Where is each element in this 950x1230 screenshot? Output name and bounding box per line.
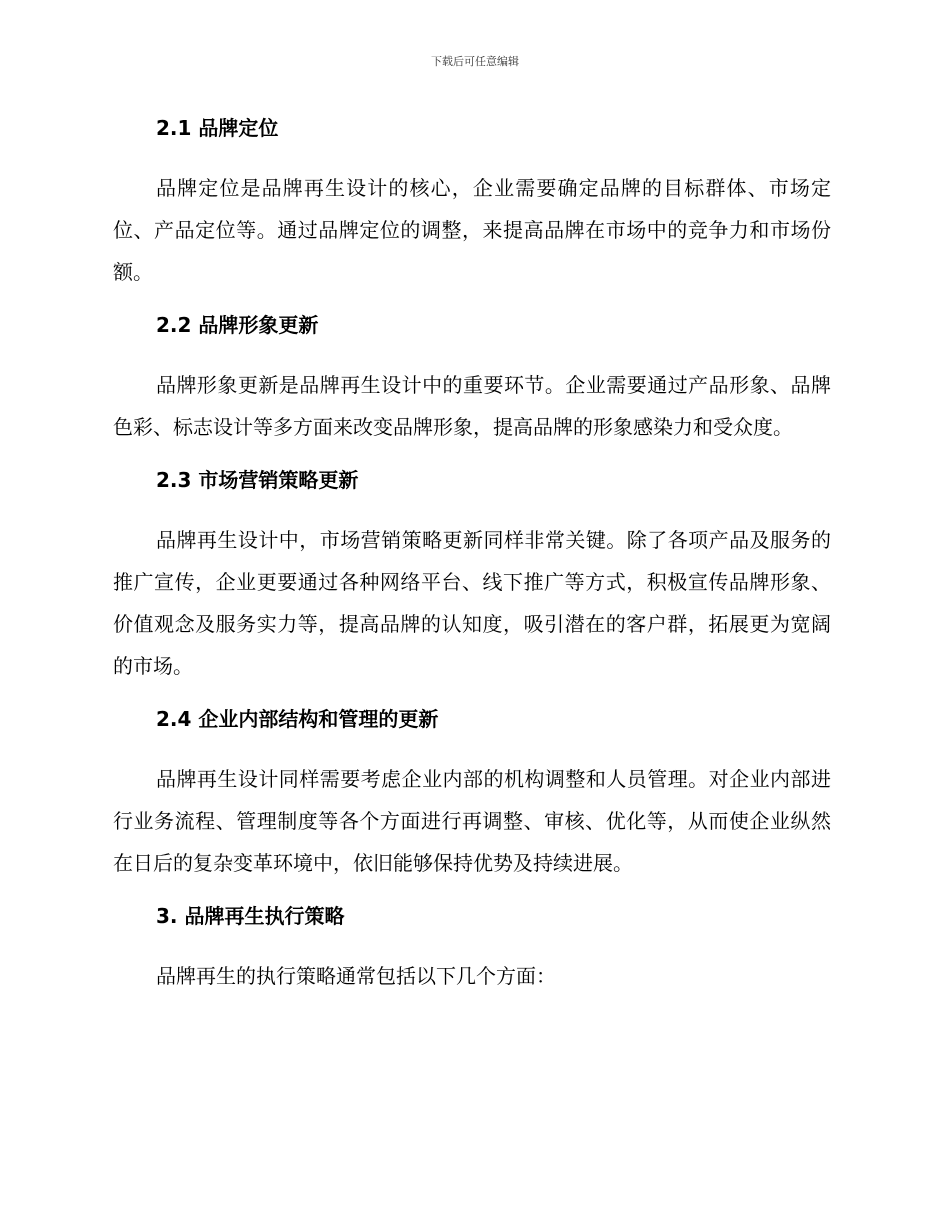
section-heading-2-1: 2.1 品牌定位 (156, 116, 279, 140)
page-header: 下载后可任意编辑 (431, 55, 519, 68)
section-heading-2-4: 2.4 企业内部结构和管理的更新 (156, 707, 439, 731)
section-paragraph-2-4: 品牌再生设计同样需要考虑企业内部的机构调整和人员管理。对企业内部进行业务流程、管理制度等各个方面进行再调整、审核、优化等，从而使企业纵然在日后的复杂变革环境中，依旧能够保持优势及持续进展。 (113, 767, 831, 875)
section-paragraph-2-2: 品牌形象更新是品牌再生设计中的重要环节。企业需要通过产品形象、品牌色彩、标志设计等多方面来改变品牌形象，提高品牌的形象感染力和受众度。 (113, 373, 831, 439)
section-paragraph-3: 品牌再生的执行策略通常包括以下几个方面： (156, 964, 556, 988)
section-heading-2-3: 2.3 市场营销策略更新 (156, 468, 359, 492)
section-paragraph-2-3: 品牌再生设计中，市场营销策略更新同样非常关键。除了各项产品及服务的推广宣传，企业更要通过各种网络平台、线下推广等方式，积极宣传品牌形象、价值观念及服务实力等，提高品牌的认知度，吸引潜在的客户群，拓展更为宽阔的市场。 (113, 528, 831, 678)
section-heading-3: 3. 品牌再生执行策略 (156, 904, 345, 928)
section-heading-2-2: 2.2 品牌形象更新 (156, 313, 319, 337)
section-paragraph-2-1: 品牌定位是品牌再生设计的核心，企业需要确定品牌的目标群体、市场定位、产品定位等。通过品牌定位的调整，来提高品牌在市场中的竞争力和市场份额。 (113, 176, 831, 284)
document-body (113, 110, 831, 997)
